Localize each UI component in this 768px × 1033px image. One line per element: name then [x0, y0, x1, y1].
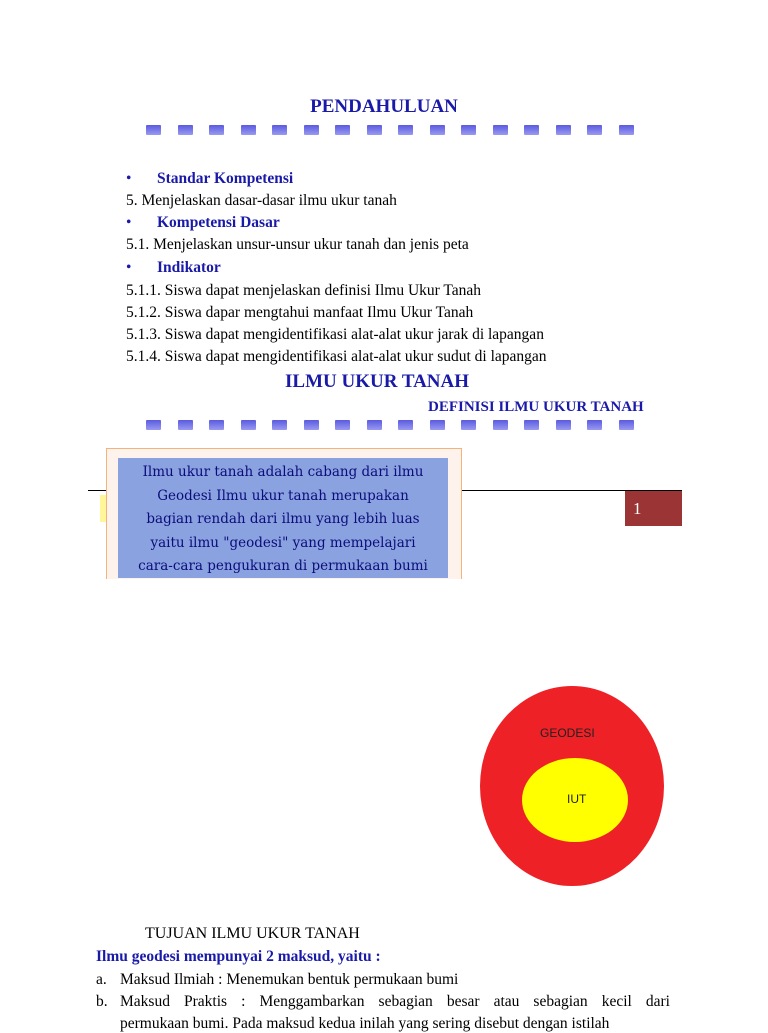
- section-subtitle: DEFINISI ILMU UKUR TANAH: [428, 399, 644, 415]
- competency-line: 5. Menjelaskan dasar-dasar ilmu ukur tanah: [126, 192, 397, 209]
- geodesi-intro: Ilmu geodesi mempunyai 2 maksud, yaitu :: [96, 948, 381, 965]
- indicator-line: 5.1.4. Siswa dapat mengidentifikasi alat-alat ukur sudut di lapangan: [126, 348, 547, 365]
- section-title: ILMU UKUR TANAH: [285, 371, 470, 392]
- callout-line: bagian rendah dari ilmu yang lebih luas: [146, 511, 420, 527]
- list-item: [96, 993, 672, 1011]
- callout-line: yaitu ilmu "geodesi" yang mempelajari: [150, 534, 416, 551]
- bullet-icon: •: [126, 259, 132, 276]
- list-text: Maksud Ilmiah : Menemukan bentuk permukaan bumi: [120, 971, 459, 988]
- list-text: Maksud Praktis : Menggambarkan sebagian besar atau sebagian kecil dari: [120, 993, 670, 1010]
- page-title: PENDAHULUAN: [310, 96, 458, 117]
- section-label: Indikator: [157, 259, 221, 276]
- competency-line: 5.1. Menjelaskan unsur-unsur ukur tanah dan jenis peta: [126, 236, 469, 253]
- indicator-line: 5.1.2. Siswa dapar mengtahui manfaat Ilmu Ukur Tanah: [126, 304, 474, 321]
- callout-line: cara-cara pengukuran di permukaan bumi: [138, 558, 428, 574]
- iut-label: IUT: [567, 792, 587, 806]
- section-standar-kompetensi: [126, 170, 293, 188]
- indicator-line: 5.1.3. Siswa dapat mengidentifikasi alat-alat ukur jarak di lapangan: [126, 326, 544, 343]
- geodesi-label: GEODESI: [540, 726, 595, 740]
- tujuan-heading: TUJUAN ILMU UKUR TANAH: [145, 925, 360, 942]
- decorative-divider-bottom: [146, 420, 650, 430]
- section-label: Kompetensi Dasar: [157, 214, 280, 231]
- list-marker: b.: [96, 993, 108, 1010]
- definition-callout: [118, 458, 448, 578]
- section-label: Standar Kompetensi: [157, 170, 294, 187]
- decorative-divider-top: [146, 125, 650, 135]
- callout-line: Geodesi Ilmu ukur tanah merupakan: [157, 487, 409, 504]
- indicator-line: 5.1.1. Siswa dapat menjelaskan definisi Ilmu Ukur Tanah: [126, 282, 482, 299]
- bullet-icon: •: [126, 170, 132, 187]
- list-item: [96, 971, 458, 989]
- callout-line: Ilmu ukur tanah adalah cabang dari ilmu: [142, 464, 424, 480]
- bullet-icon: •: [126, 214, 132, 231]
- list-marker: a.: [96, 971, 107, 988]
- section-indikator: [126, 259, 221, 277]
- section-kompetensi-dasar: [126, 214, 280, 232]
- page-number: 1: [625, 491, 682, 526]
- list-text-continuation: permukaan bumi. Pada maksud kedua inilah yang sering disebut dengan istilah: [120, 1015, 610, 1032]
